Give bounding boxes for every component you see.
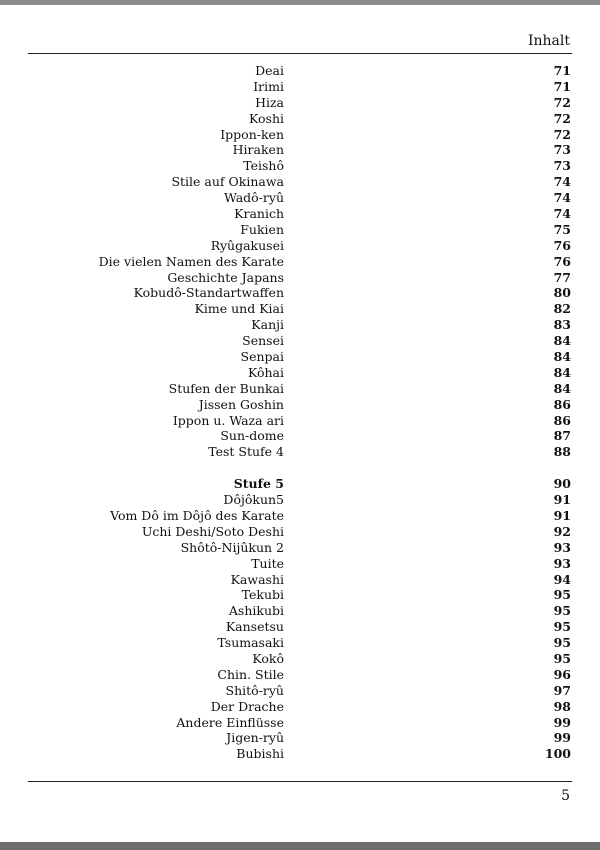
toc-entry-page: 86 [553,412,571,428]
table-of-contents [0,63,600,762]
toc-entry-title: Stile auf Okinawa [171,174,284,190]
toc-entry-page: 75 [553,221,571,237]
toc-entry[interactable] [0,508,600,524]
toc-entry-title: Fukien [240,221,284,237]
toc-entry-title: Kansetsu [225,619,284,635]
toc-entry[interactable] [0,444,600,460]
page-number: 5 [561,788,570,804]
toc-entry-page: 71 [553,78,571,94]
toc-entry[interactable] [0,333,600,349]
toc-entry[interactable] [0,381,600,397]
toc-entry-title: Dôjôkun5 [223,492,284,508]
toc-entry[interactable] [0,206,600,222]
toc-spacer [0,460,600,476]
footer-rule [28,781,572,782]
toc-entry[interactable] [0,63,600,79]
toc-entry-title: Kranich [234,206,284,222]
toc-entry-page: 98 [553,698,571,714]
toc-entry-title: Ippon u. Waza ari [172,412,284,428]
toc-entry[interactable] [0,127,600,143]
toc-entry[interactable] [0,365,600,381]
toc-entry-page: 86 [553,396,571,412]
toc-entry-title: Tekubi [241,587,284,603]
toc-entry-page: 95 [553,619,571,635]
toc-entry-page: 83 [553,317,571,333]
toc-entry-page: 84 [553,380,571,396]
toc-entry-page: 97 [553,682,571,698]
toc-entry-title: Jissen Goshin [198,396,284,412]
toc-entry[interactable] [0,540,600,556]
toc-entry-title: Uchi Deshi/Soto Deshi [141,523,284,539]
toc-entry[interactable] [0,683,600,699]
toc-entry-title: Stufen der Bunkai [168,380,284,396]
toc-entry-page: 95 [553,587,571,603]
header-title: Inhalt [527,33,570,49]
toc-entry[interactable] [0,587,600,603]
toc-entry[interactable] [0,317,600,333]
toc-entry[interactable] [0,222,600,238]
toc-entry[interactable] [0,428,600,444]
toc-entry-title: Hiraken [232,142,284,158]
toc-entry-title: Koshi [249,110,284,126]
toc-entry-title: Shôtô-Nijûkun 2 [180,539,284,555]
toc-entry-page: 90 [553,476,571,492]
toc-entry-page: 84 [553,364,571,380]
toc-entry-title: Kime und Kiai [194,301,284,317]
toc-entry[interactable] [0,397,600,413]
toc-entry-page: 96 [553,666,571,682]
toc-entry-title: Test Stufe 4 [208,444,284,460]
toc-entry[interactable] [0,174,600,190]
toc-entry-title: Vom Dô im Dôjô des Karate [110,507,284,523]
toc-entry-title: Die vielen Namen des Karate [98,253,284,269]
toc-entry[interactable] [0,492,600,508]
toc-entry[interactable] [0,190,600,206]
toc-entry-page: 73 [553,142,571,158]
toc-entry[interactable] [0,254,600,270]
toc-entry-title: Der Drache [210,698,284,714]
toc-entry-page: 71 [553,63,571,78]
toc-entry-title: Stufe 5 [233,476,284,492]
toc-entry-page: 99 [553,730,571,746]
toc-entry-page: 94 [553,571,571,587]
toc-entry[interactable] [0,111,600,127]
toc-entry-title: Ippon-ken [220,126,284,142]
toc-entry[interactable] [0,524,600,540]
toc-entry[interactable] [0,715,600,731]
toc-entry-page: 72 [553,94,571,110]
toc-entry-title: Kanji [251,317,284,333]
toc-entry-title: Kôhai [247,364,284,380]
toc-entry[interactable] [0,285,600,301]
toc-entry-title: Wadô-ryû [223,190,284,206]
toc-entry-title: Shitô-ryû [225,682,284,698]
toc-entry-title: Tsumasaki [217,635,284,651]
toc-entry-title: Geschichte Japans [167,269,284,285]
toc-entry[interactable] [0,158,600,174]
toc-entry-title: Ryûgakusei [210,237,284,253]
toc-entry-title: Irimi [253,78,284,94]
toc-entry-title: Chin. Stile [217,666,284,682]
toc-entry-page: 74 [553,206,571,222]
toc-entry-title: Kokô [252,650,284,666]
toc-entry-page: 91 [553,492,571,508]
toc-entry-title: Sun-dome [220,428,284,444]
toc-entry-page: 76 [553,237,571,253]
toc-entry[interactable] [0,603,600,619]
toc-entry-title: Deai [255,63,284,78]
toc-entry-title: Kawashi [230,571,284,587]
toc-entry[interactable] [0,572,600,588]
toc-entry[interactable] [0,142,600,158]
toc-entry-page: 92 [553,523,571,539]
toc-entry-title: Senpai [240,349,284,365]
toc-entry-page: 77 [553,269,571,285]
toc-entry-page: 93 [553,555,571,571]
toc-entry-page: 99 [553,714,571,730]
toc-entry-title: Ashikubi [228,603,284,619]
toc-entry[interactable] [0,79,600,95]
toc-entry-title: Hiza [255,94,284,110]
toc-entry-page: 76 [553,253,571,269]
toc-entry[interactable] [0,667,600,683]
toc-entry[interactable] [0,270,600,286]
toc-entry-title: Bubishi [236,746,284,762]
toc-entry[interactable] [0,619,600,635]
toc-entry[interactable] [0,95,600,111]
toc-entry[interactable] [0,730,600,746]
toc-entry-title: Tuite [251,555,284,571]
toc-entry-page: 84 [553,333,571,349]
toc-entry[interactable] [0,413,600,429]
toc-entry-page: 95 [553,635,571,651]
toc-entry-page: 95 [553,603,571,619]
toc-entry-title: Kobudô-Standartwaffen [133,285,284,301]
toc-entry-page: 84 [553,349,571,365]
toc-entry[interactable] [0,349,600,365]
toc-entry-page: 73 [553,158,571,174]
toc-entry[interactable] [0,238,600,254]
toc-entry-title: Sensei [242,333,284,349]
toc-entry-title: Teishô [243,158,284,174]
toc-entry-page: 74 [553,190,571,206]
toc-section-heading[interactable] [0,476,600,492]
toc-entry[interactable] [0,651,600,667]
toc-entry-page: 87 [553,428,571,444]
toc-entry-title: Jigen-ryû [226,730,284,746]
toc-entry-page: 74 [553,174,571,190]
toc-entry-page: 95 [553,650,571,666]
toc-entry-page: 72 [553,110,571,126]
toc-entry[interactable] [0,699,600,715]
toc-entry[interactable] [0,746,600,762]
toc-entry[interactable] [0,556,600,572]
toc-entry-page: 91 [553,507,571,523]
toc-entry-title: Andere Einflüsse [176,714,284,730]
toc-entry[interactable] [0,635,600,651]
toc-entry-page: 100 [544,746,571,762]
toc-entry-page: 93 [553,539,571,555]
header-rule [28,53,572,54]
toc-entry-page: 82 [553,301,571,317]
toc-entry-page: 72 [553,126,571,142]
toc-entry-page: 88 [553,444,571,460]
toc-entry-page: 80 [553,285,571,301]
toc-entry[interactable] [0,301,600,317]
